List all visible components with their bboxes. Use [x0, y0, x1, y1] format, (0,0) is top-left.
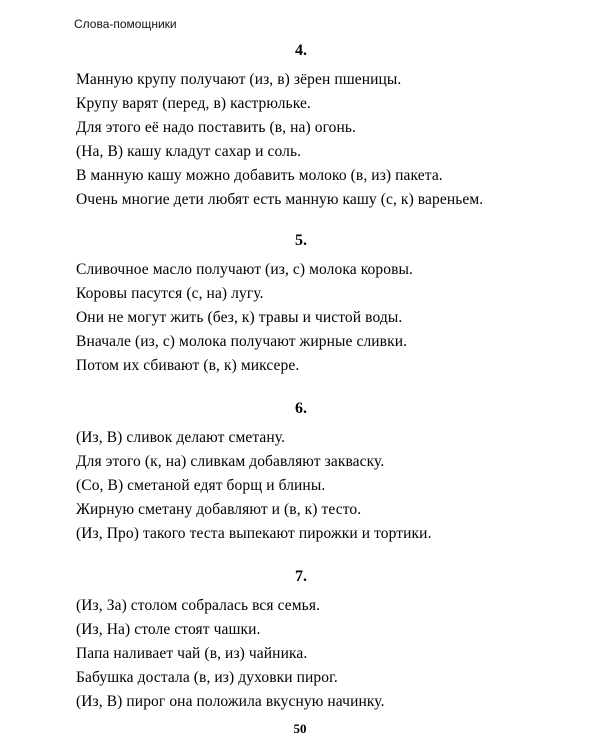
page-header: Слова-помощники [74, 17, 177, 31]
sentence: (Со, В) сметаной едят борщ и блины. [76, 477, 326, 494]
sentence: Очень многие дети любят есть манную кашу (с, к) вареньем. [76, 191, 484, 208]
sentence: В манную кашу можно добавить молоко (в, из) пакета. [76, 167, 443, 184]
exercise-number: 4. [295, 42, 307, 59]
sentence: (Из, Про) такого теста выпекают пирожки и тортики. [76, 525, 432, 542]
sentence: (Из, На) столе стоят чашки. [76, 621, 261, 638]
exercise-4 [76, 40, 546, 212]
sentence: (Из, В) пирог она положила вкусную начинку. [76, 693, 385, 710]
sentence: (Из, В) сливок делают сметану. [76, 429, 286, 446]
sentence: Вначале (из, с) молока получают жирные сливки. [76, 333, 408, 350]
sentence: Манную крупу получают (из, в) зёрен пшеницы. [76, 71, 402, 88]
exercise-number: 7. [295, 568, 307, 585]
sentence: Крупу варят (перед, в) кастрюльке. [76, 95, 311, 112]
sentence: Потом их сбивают (в, к) миксере. [76, 357, 300, 374]
sentence: Сливочное масло получают (из, с) молока коровы. [76, 261, 413, 278]
sentence: Для этого (к, на) сливкам добавляют закваску. [76, 453, 385, 470]
sentence: Для этого её надо поставить (в, на) огонь. [76, 119, 357, 136]
sentence: Коровы пасутся (с, на) лугу. [76, 285, 264, 302]
exercise-7 [76, 566, 546, 714]
page-number: 50 [293, 721, 307, 736]
exercise-number: 5. [295, 232, 307, 249]
exercise-6 [76, 398, 546, 546]
sentence: Они не могут жить (без, к) травы и чистой воды. [76, 309, 403, 326]
sentence: Бабушка достала (в, из) духовки пирог. [76, 669, 338, 686]
sentence: (Из, За) столом собралась вся семья. [76, 597, 321, 614]
sentence: Папа наливает чай (в, из) чайника. [76, 645, 308, 662]
sentence: (На, В) кашу кладут сахар и соль. [76, 143, 302, 160]
sentence: Жирную сметану добавляют и (в, к) тесто. [76, 501, 362, 518]
exercise-5 [76, 230, 546, 378]
exercise-number: 6. [295, 400, 307, 417]
